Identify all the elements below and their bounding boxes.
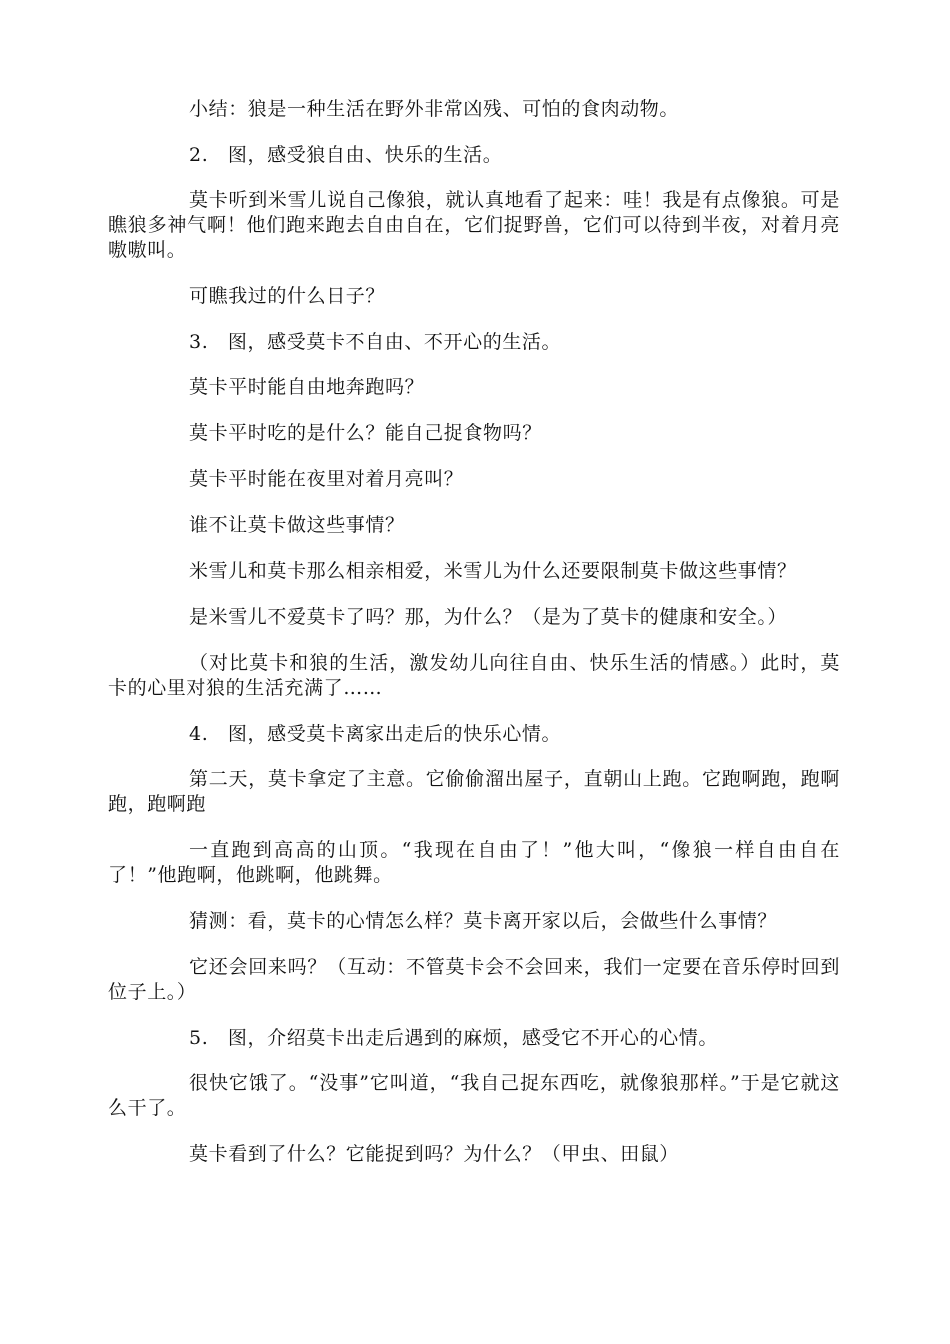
section-heading-4: 4. 图，感受莫卡离家出走后的快乐心情。 <box>189 723 562 745</box>
question-paragraph: 猜测：看，莫卡的心情怎么样？莫卡离开家以后，会做些什么事情？ <box>189 910 778 932</box>
story-paragraph: 莫卡听到米雪儿说自己像狼，就认真地看了起来：哇！我是有点像狼。可是瞧狼多神气啊！他们跑来跑去自由自在，它们捉野兽，它们可以待到半夜，对着月亮嗷嗷叫。 <box>108 189 840 261</box>
section-heading-3: 3. 图，感受莫卡不自由、不开心的生活。 <box>189 331 562 353</box>
section-heading-5: 5. 图，介绍莫卡出走后遇到的麻烦，感受它不开心的心情。 <box>189 1027 718 1049</box>
question-paragraph: 是米雪儿不爱莫卡了吗？那，为什么？（是为了莫卡的健康和安全。） <box>189 606 788 628</box>
question-paragraph: 它还会回来吗？（互动：不管莫卡会不会回来，我们一定要在音乐停时回到位子上。） <box>108 956 840 1003</box>
question-paragraph: 莫卡平时吃的是什么？能自己捉食物吗？ <box>189 422 542 444</box>
story-paragraph: 可瞧我过的什么日子？ <box>189 285 386 307</box>
question-paragraph: 莫卡平时能在夜里对着月亮叫？ <box>189 468 464 490</box>
story-paragraph: 很快它饿了。“没事”它叫道，“我自己捉东西吃，就像狼那样。”于是它就这么干了。 <box>108 1072 840 1119</box>
story-paragraph: 第二天，莫卡拿定了主意。它偷偷溜出屋子，直朝山上跑。它跑啊跑，跑啊跑，跑啊跑 <box>108 768 840 815</box>
question-paragraph: 莫卡平时能自由地奔跑吗？ <box>189 376 425 398</box>
story-paragraph: 一直跑到高高的山顶。“我现在自由了！”他大叫，“像狼一样自由自在了！”他跑啊，他跳啊，他跳舞。 <box>108 839 840 886</box>
note-paragraph: （对比莫卡和狼的生活，激发幼儿向往自由、快乐生活的情感。）此时，莫卡的心里对狼的生活充满了…… <box>108 652 840 699</box>
summary-paragraph: 小结：狼是一种生活在野外非常凶残、可怕的食肉动物。 <box>189 98 680 120</box>
section-heading-2: 2. 图，感受狼自由、快乐的生活。 <box>189 144 503 166</box>
document-body <box>108 97 840 1188</box>
question-paragraph: 莫卡看到了什么？它能捉到吗？为什么？（甲虫、田鼠） <box>189 1143 680 1165</box>
question-paragraph: 谁不让莫卡做这些事情？ <box>189 514 405 536</box>
question-paragraph: 米雪儿和莫卡那么相亲相爱，米雪儿为什么还要限制莫卡做这些事情？ <box>189 560 797 582</box>
